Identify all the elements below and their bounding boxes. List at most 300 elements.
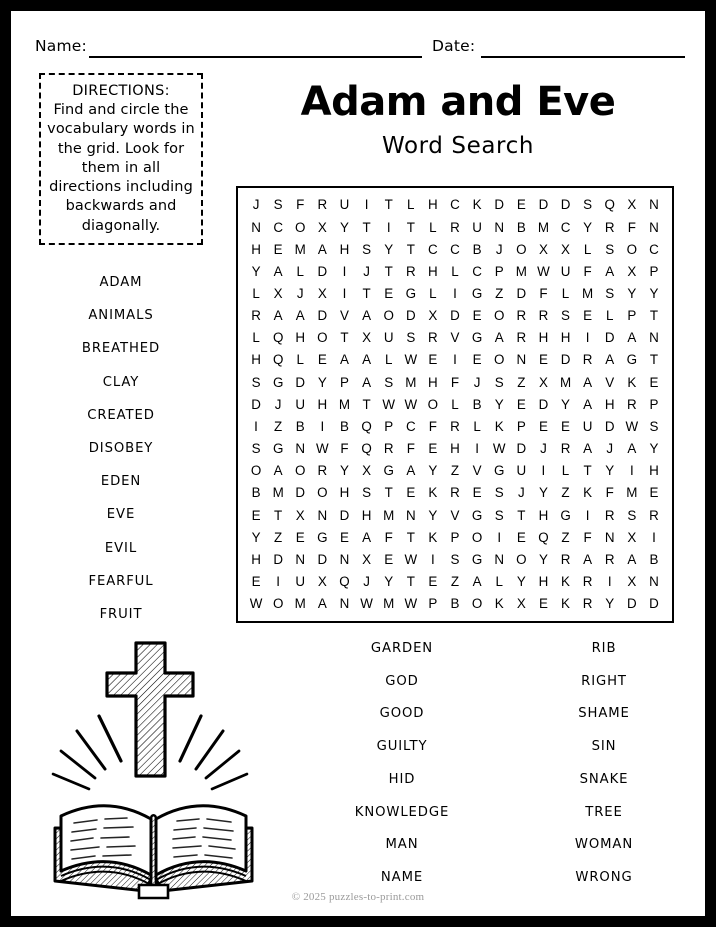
grid-cell[interactable]: R: [317, 463, 328, 479]
grid-cell[interactable]: V: [450, 507, 460, 523]
grid-cell[interactable]: K: [494, 596, 504, 612]
grid-cell[interactable]: F: [428, 418, 437, 434]
grid-cell[interactable]: K: [428, 485, 438, 501]
grid-cell[interactable]: U: [383, 330, 394, 346]
grid-cell[interactable]: A: [583, 441, 593, 457]
grid-cell[interactable]: X: [428, 308, 438, 324]
grid-cell[interactable]: S: [583, 197, 593, 213]
grid-cell[interactable]: W: [404, 396, 418, 412]
grid-cell[interactable]: T: [406, 219, 415, 235]
grid-cell[interactable]: E: [273, 241, 283, 257]
grid-cell[interactable]: H: [538, 330, 549, 346]
grid-cell[interactable]: A: [339, 352, 349, 368]
grid-cell[interactable]: A: [472, 574, 482, 590]
grid-cell[interactable]: X: [362, 463, 372, 479]
grid-cell[interactable]: E: [583, 308, 593, 324]
grid-cell[interactable]: M: [272, 485, 284, 501]
grid-cell[interactable]: T: [649, 308, 659, 324]
grid-cell[interactable]: Q: [272, 352, 284, 368]
grid-cell[interactable]: B: [295, 418, 305, 434]
grid-cell[interactable]: Y: [583, 219, 593, 235]
grid-cell[interactable]: T: [384, 485, 393, 501]
grid-cell[interactable]: Z: [561, 485, 570, 501]
grid-cell[interactable]: L: [429, 286, 437, 301]
grid-cell[interactable]: M: [383, 507, 395, 523]
grid-cell[interactable]: O: [493, 352, 505, 368]
grid-cell[interactable]: L: [451, 396, 459, 412]
grid-cell[interactable]: D: [604, 418, 615, 434]
grid-cell[interactable]: U: [582, 418, 593, 434]
grid-cell[interactable]: L: [561, 286, 570, 301]
grid-cell[interactable]: M: [405, 374, 417, 390]
grid-cell[interactable]: B: [472, 241, 482, 257]
grid-cell[interactable]: H: [251, 241, 261, 257]
grid-cell[interactable]: C: [450, 241, 460, 257]
grid-cell[interactable]: H: [339, 485, 350, 501]
grid-cell[interactable]: O: [383, 308, 394, 324]
grid-cell[interactable]: N: [494, 219, 505, 235]
grid-cell[interactable]: F: [605, 485, 614, 501]
grid-cell[interactable]: G: [405, 286, 416, 301]
grid-cell[interactable]: D: [405, 308, 416, 324]
grid-cell[interactable]: D: [627, 596, 637, 612]
grid-cell[interactable]: I: [342, 263, 347, 279]
grid-cell[interactable]: V: [450, 330, 460, 346]
grid-cell[interactable]: J: [296, 286, 304, 301]
grid-cell[interactable]: W: [537, 263, 550, 279]
grid-cell[interactable]: Q: [538, 529, 549, 545]
grid-cell[interactable]: M: [515, 263, 527, 279]
grid-cell[interactable]: R: [317, 197, 328, 213]
grid-cell[interactable]: C: [472, 263, 482, 279]
grid-cell[interactable]: J: [252, 197, 260, 213]
grid-cell[interactable]: Y: [538, 551, 548, 567]
grid-cell[interactable]: D: [604, 330, 615, 346]
grid-cell[interactable]: U: [295, 574, 306, 590]
grid-cell[interactable]: D: [494, 197, 505, 213]
grid-cell[interactable]: N: [339, 551, 350, 567]
grid-cell[interactable]: O: [295, 463, 306, 479]
grid-cell[interactable]: A: [627, 441, 637, 457]
grid-cell[interactable]: P: [339, 374, 349, 390]
grid-cell[interactable]: I: [585, 507, 590, 523]
grid-cell[interactable]: B: [339, 418, 349, 434]
grid-cell[interactable]: X: [627, 263, 637, 279]
grid-cell[interactable]: Z: [274, 418, 283, 434]
grid-cell[interactable]: C: [649, 241, 659, 257]
grid-cell[interactable]: L: [606, 308, 614, 324]
grid-cell[interactable]: A: [362, 308, 372, 324]
grid-cell[interactable]: A: [362, 352, 372, 368]
grid-cell[interactable]: X: [627, 574, 637, 590]
grid-cell[interactable]: E: [295, 529, 305, 545]
grid-cell[interactable]: L: [429, 219, 437, 235]
grid-cell[interactable]: Y: [339, 219, 349, 235]
grid-cell[interactable]: L: [495, 574, 503, 590]
grid-cell[interactable]: X: [516, 596, 526, 612]
grid-cell[interactable]: N: [405, 507, 416, 523]
grid-cell[interactable]: A: [406, 463, 416, 479]
grid-cell[interactable]: N: [317, 507, 328, 523]
grid-cell[interactable]: U: [516, 463, 527, 479]
grid-cell[interactable]: X: [627, 529, 637, 545]
grid-cell[interactable]: A: [494, 330, 504, 346]
grid-cell[interactable]: E: [339, 529, 349, 545]
grid-cell[interactable]: U: [339, 197, 350, 213]
grid-cell[interactable]: R: [604, 551, 615, 567]
grid-cell[interactable]: I: [364, 197, 369, 213]
grid-cell[interactable]: F: [583, 529, 592, 545]
grid-cell[interactable]: R: [582, 352, 593, 368]
grid-cell[interactable]: T: [406, 529, 415, 545]
grid-cell[interactable]: G: [317, 529, 328, 545]
grid-cell[interactable]: I: [254, 418, 258, 434]
grid-cell[interactable]: K: [428, 529, 438, 545]
grid-cell[interactable]: T: [406, 574, 415, 590]
grid-cell[interactable]: S: [406, 330, 416, 346]
grid-cell[interactable]: R: [582, 574, 593, 590]
grid-cell[interactable]: M: [537, 219, 549, 235]
grid-cell[interactable]: O: [427, 396, 439, 412]
grid-cell[interactable]: E: [516, 197, 526, 213]
grid-cell[interactable]: H: [538, 507, 549, 523]
grid-cell[interactable]: Z: [450, 463, 460, 479]
grid-cell[interactable]: C: [560, 219, 571, 235]
grid-cell[interactable]: Z: [450, 574, 460, 590]
grid-cell[interactable]: V: [472, 463, 482, 479]
grid-cell[interactable]: W: [404, 551, 418, 567]
grid-cell[interactable]: H: [560, 330, 571, 346]
grid-cell[interactable]: K: [583, 485, 593, 501]
grid-cell[interactable]: F: [340, 441, 349, 457]
grid-cell[interactable]: S: [605, 286, 615, 301]
grid-cell[interactable]: A: [273, 263, 283, 279]
grid-cell[interactable]: E: [406, 485, 416, 501]
grid-cell[interactable]: O: [493, 308, 505, 324]
grid-cell[interactable]: L: [407, 197, 415, 213]
grid-cell[interactable]: Y: [516, 574, 526, 590]
grid-cell[interactable]: M: [294, 596, 306, 612]
grid-cell[interactable]: I: [431, 551, 435, 567]
grid-cell[interactable]: K: [561, 596, 570, 612]
grid-cell[interactable]: A: [273, 463, 283, 479]
grid-cell[interactable]: O: [272, 596, 284, 612]
grid-cell[interactable]: L: [252, 286, 260, 301]
grid-cell[interactable]: T: [274, 507, 283, 523]
grid-cell[interactable]: P: [494, 263, 504, 279]
grid-cell[interactable]: A: [362, 374, 372, 390]
grid-cell[interactable]: R: [450, 418, 460, 434]
grid-cell[interactable]: H: [251, 551, 261, 567]
grid-cell[interactable]: T: [362, 219, 371, 235]
grid-cell[interactable]: S: [561, 308, 570, 324]
grid-cell[interactable]: D: [317, 308, 328, 324]
grid-cell[interactable]: M: [294, 241, 306, 257]
grid-cell[interactable]: P: [428, 596, 438, 612]
grid-cell[interactable]: X: [561, 241, 570, 257]
grid-cell[interactable]: R: [450, 219, 460, 235]
grid-cell[interactable]: Y: [494, 396, 504, 412]
grid-cell[interactable]: R: [604, 219, 615, 235]
grid-cell[interactable]: V: [339, 308, 349, 324]
grid-cell[interactable]: D: [649, 596, 659, 612]
grid-cell[interactable]: R: [251, 308, 261, 324]
grid-cell[interactable]: N: [295, 551, 306, 567]
grid-cell[interactable]: D: [450, 308, 460, 324]
grid-cell[interactable]: F: [296, 197, 305, 213]
grid-cell[interactable]: N: [339, 596, 350, 612]
grid-cell[interactable]: P: [649, 396, 659, 412]
grid-cell[interactable]: O: [295, 219, 306, 235]
grid-cell[interactable]: J: [540, 441, 547, 457]
grid-cell[interactable]: G: [272, 374, 284, 390]
grid-cell[interactable]: R: [538, 308, 549, 324]
grid-cell[interactable]: S: [605, 241, 615, 257]
grid-cell[interactable]: J: [363, 574, 370, 590]
grid-cell[interactable]: D: [295, 374, 306, 390]
grid-cell[interactable]: R: [649, 507, 659, 523]
grid-cell[interactable]: K: [494, 418, 504, 434]
date-write-line[interactable]: [481, 56, 685, 58]
grid-cell[interactable]: W: [360, 596, 373, 612]
grid-cell[interactable]: X: [317, 219, 327, 235]
grid-cell[interactable]: X: [362, 330, 372, 346]
grid-cell[interactable]: E: [538, 352, 548, 368]
grid-cell[interactable]: I: [475, 441, 479, 457]
grid-cell[interactable]: L: [252, 330, 260, 346]
grid-cell[interactable]: O: [471, 529, 483, 545]
grid-cell[interactable]: S: [251, 374, 261, 390]
grid-cell[interactable]: H: [339, 241, 350, 257]
grid-cell[interactable]: R: [383, 441, 394, 457]
grid-cell[interactable]: X: [627, 197, 637, 213]
grid-cell[interactable]: Z: [517, 374, 526, 390]
grid-cell[interactable]: X: [538, 241, 548, 257]
grid-cell[interactable]: H: [538, 574, 549, 590]
grid-cell[interactable]: D: [317, 263, 328, 279]
grid-cell[interactable]: I: [585, 330, 590, 346]
grid-cell[interactable]: E: [538, 596, 548, 612]
grid-cell[interactable]: G: [471, 330, 483, 346]
grid-cell[interactable]: E: [384, 286, 394, 301]
grid-cell[interactable]: T: [517, 507, 526, 523]
grid-cell[interactable]: A: [627, 551, 637, 567]
grid-cell[interactable]: S: [627, 507, 637, 523]
grid-cell[interactable]: H: [428, 197, 438, 213]
grid-cell[interactable]: M: [383, 596, 395, 612]
grid-cell[interactable]: E: [428, 441, 438, 457]
grid-cell[interactable]: I: [386, 219, 391, 235]
grid-cell[interactable]: M: [626, 485, 638, 501]
grid-cell[interactable]: J: [517, 485, 525, 501]
grid-cell[interactable]: E: [649, 374, 659, 390]
grid-cell[interactable]: W: [404, 352, 418, 368]
grid-cell[interactable]: R: [604, 507, 615, 523]
grid-cell[interactable]: E: [649, 485, 659, 501]
grid-cell[interactable]: X: [538, 374, 548, 390]
grid-cell[interactable]: E: [516, 529, 526, 545]
grid-cell[interactable]: D: [538, 396, 549, 412]
grid-cell[interactable]: I: [453, 286, 457, 301]
grid-cell[interactable]: Z: [495, 286, 504, 301]
grid-cell[interactable]: K: [627, 374, 637, 390]
grid-cell[interactable]: W: [492, 441, 506, 457]
grid-cell[interactable]: G: [471, 507, 483, 523]
grid-cell[interactable]: E: [384, 551, 394, 567]
grid-cell[interactable]: N: [604, 529, 615, 545]
grid-cell[interactable]: Y: [384, 574, 394, 590]
grid-cell[interactable]: Y: [317, 374, 327, 390]
grid-cell[interactable]: I: [342, 286, 347, 301]
grid-cell[interactable]: L: [384, 352, 393, 368]
grid-cell[interactable]: R: [405, 263, 416, 279]
grid-cell[interactable]: B: [450, 596, 460, 612]
grid-cell[interactable]: O: [516, 241, 527, 257]
grid-cell[interactable]: O: [471, 596, 483, 612]
grid-cell[interactable]: S: [362, 241, 372, 257]
grid-cell[interactable]: T: [384, 197, 393, 213]
grid-cell[interactable]: Y: [561, 396, 570, 412]
grid-cell[interactable]: S: [384, 374, 394, 390]
grid-cell[interactable]: P: [384, 418, 394, 434]
grid-cell[interactable]: C: [428, 241, 438, 257]
grid-cell[interactable]: W: [625, 418, 639, 434]
grid-cell[interactable]: O: [317, 330, 328, 346]
grid-cell[interactable]: B: [649, 551, 659, 567]
grid-cell[interactable]: Z: [274, 529, 283, 545]
grid-cell[interactable]: F: [450, 374, 460, 390]
grid-cell[interactable]: S: [494, 507, 504, 523]
grid-cell[interactable]: S: [450, 551, 460, 567]
grid-cell[interactable]: M: [338, 396, 351, 412]
grid-cell[interactable]: I: [497, 529, 502, 545]
grid-cell[interactable]: F: [539, 286, 548, 301]
grid-cell[interactable]: T: [406, 241, 415, 257]
grid-cell[interactable]: S: [251, 441, 261, 457]
grid-cell[interactable]: A: [605, 263, 615, 279]
grid-cell[interactable]: V: [605, 374, 615, 390]
grid-cell[interactable]: S: [649, 418, 659, 434]
grid-cell[interactable]: A: [317, 241, 327, 257]
grid-cell[interactable]: U: [560, 263, 571, 279]
grid-cell[interactable]: H: [604, 396, 615, 412]
grid-cell[interactable]: T: [384, 263, 393, 279]
grid-cell[interactable]: C: [450, 197, 460, 213]
grid-cell[interactable]: I: [629, 463, 634, 479]
grid-cell[interactable]: S: [362, 485, 372, 501]
grid-cell[interactable]: D: [560, 352, 571, 368]
grid-cell[interactable]: A: [295, 308, 305, 324]
grid-cell[interactable]: E: [251, 574, 261, 590]
grid-cell[interactable]: R: [560, 441, 571, 457]
grid-cell[interactable]: Q: [272, 330, 284, 346]
grid-cell[interactable]: D: [516, 286, 527, 301]
grid-cell[interactable]: N: [649, 219, 659, 235]
grid-cell[interactable]: Y: [428, 463, 438, 479]
grid-cell[interactable]: Y: [649, 286, 659, 301]
grid-cell[interactable]: F: [627, 219, 636, 235]
grid-cell[interactable]: A: [583, 551, 593, 567]
grid-cell[interactable]: E: [472, 485, 482, 501]
grid-cell[interactable]: J: [495, 241, 503, 257]
grid-cell[interactable]: J: [606, 441, 614, 457]
grid-cell[interactable]: N: [649, 197, 659, 213]
grid-cell[interactable]: D: [339, 507, 350, 523]
grid-cell[interactable]: Y: [627, 286, 637, 301]
grid-cell[interactable]: A: [583, 396, 593, 412]
grid-cell[interactable]: Y: [605, 463, 615, 479]
grid-cell[interactable]: L: [451, 263, 459, 279]
grid-cell[interactable]: H: [450, 441, 460, 457]
grid-cell[interactable]: Q: [604, 197, 615, 213]
grid-cell[interactable]: G: [383, 463, 394, 479]
grid-cell[interactable]: B: [516, 219, 526, 235]
grid-cell[interactable]: N: [295, 441, 306, 457]
grid-cell[interactable]: W: [316, 441, 329, 457]
grid-cell[interactable]: A: [362, 529, 372, 545]
grid-cell[interactable]: M: [582, 286, 594, 301]
grid-cell[interactable]: Y: [251, 263, 261, 279]
grid-cell[interactable]: K: [472, 197, 482, 213]
grid-cell[interactable]: E: [516, 396, 526, 412]
grid-cell[interactable]: N: [494, 551, 505, 567]
grid-cell[interactable]: B: [472, 396, 482, 412]
grid-cell[interactable]: P: [516, 418, 526, 434]
grid-cell[interactable]: H: [428, 374, 438, 390]
grid-cell[interactable]: W: [382, 396, 395, 412]
grid-cell[interactable]: O: [317, 485, 328, 501]
grid-cell[interactable]: E: [538, 418, 548, 434]
grid-cell[interactable]: B: [251, 485, 261, 501]
grid-cell[interactable]: P: [450, 529, 460, 545]
grid-cell[interactable]: I: [453, 352, 457, 368]
grid-cell[interactable]: S: [494, 374, 504, 390]
grid-cell[interactable]: L: [296, 263, 304, 279]
grid-cell[interactable]: L: [296, 352, 304, 368]
grid-cell[interactable]: A: [605, 352, 615, 368]
grid-cell[interactable]: A: [317, 596, 327, 612]
grid-cell[interactable]: Y: [339, 463, 349, 479]
grid-cell[interactable]: W: [249, 596, 263, 612]
grid-cell[interactable]: X: [362, 551, 372, 567]
grid-cell[interactable]: R: [428, 330, 438, 346]
grid-cell[interactable]: Q: [361, 441, 372, 457]
grid-cell[interactable]: H: [428, 263, 438, 279]
grid-cell[interactable]: H: [295, 330, 306, 346]
grid-cell[interactable]: C: [273, 219, 283, 235]
grid-cell[interactable]: C: [405, 418, 416, 434]
grid-cell[interactable]: O: [516, 551, 527, 567]
grid-cell[interactable]: G: [471, 551, 483, 567]
grid-cell[interactable]: R: [560, 551, 571, 567]
grid-cell[interactable]: W: [404, 596, 418, 612]
grid-cell[interactable]: S: [273, 197, 283, 213]
grid-cell[interactable]: A: [273, 308, 283, 324]
grid-cell[interactable]: E: [472, 308, 482, 324]
grid-cell[interactable]: E: [251, 507, 261, 523]
grid-cell[interactable]: T: [583, 463, 592, 479]
grid-cell[interactable]: J: [473, 374, 481, 390]
grid-cell[interactable]: Y: [538, 485, 548, 501]
grid-cell[interactable]: Y: [605, 596, 615, 612]
grid-cell[interactable]: X: [317, 574, 327, 590]
grid-cell[interactable]: Y: [649, 441, 659, 457]
grid-cell[interactable]: K: [561, 574, 570, 590]
grid-cell[interactable]: M: [559, 374, 572, 390]
grid-cell[interactable]: F: [384, 529, 393, 545]
grid-cell[interactable]: X: [295, 507, 305, 523]
grid-cell[interactable]: R: [516, 308, 527, 324]
